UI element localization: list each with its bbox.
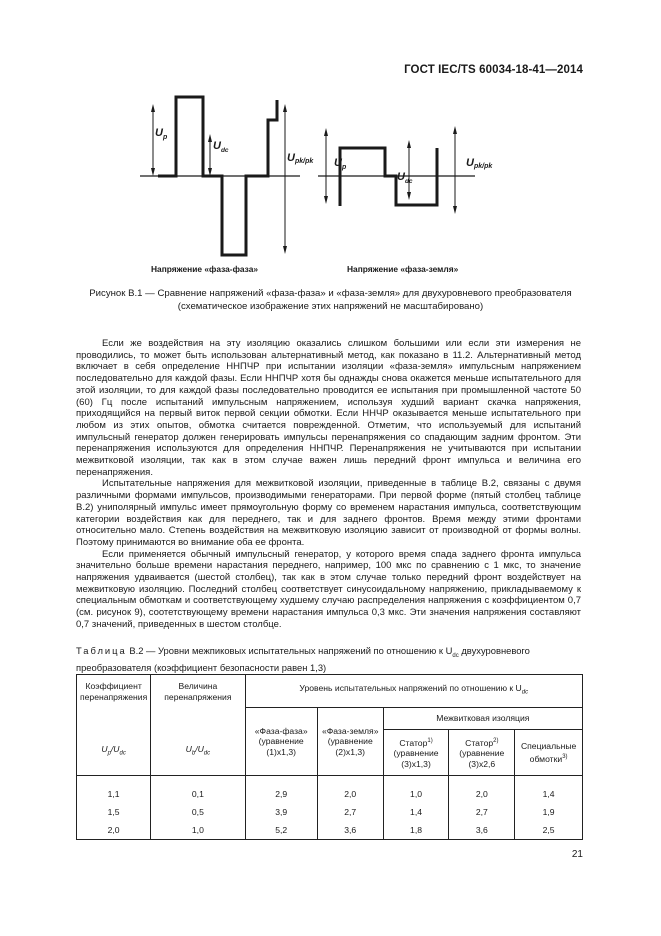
document-header: ГОСТ IEC/TS 60034-18-41—2014 bbox=[404, 64, 583, 76]
table-cell: 2,0 bbox=[449, 785, 515, 803]
figure-caption: Рисунок В.1 — Сравнение напряжений «фаза-фаза» и «фаза-земля» для двухуровневого преобразователя (схематическое изображение этих напряжений не масштабировано) bbox=[89, 288, 572, 312]
header-stator-1: Статор$^{1)}$ (уравнение (3)x1,3) bbox=[383, 730, 449, 776]
header-magnitude: Величина перенапряжения $U_b/U_{dc}$ bbox=[151, 675, 245, 776]
table-cell: 1,5 bbox=[77, 803, 151, 821]
formula-up-udc: $U_p/U_{dc}$ bbox=[101, 744, 126, 757]
table-cell: 1,4 bbox=[515, 785, 583, 803]
table-cell: 0,1 bbox=[151, 785, 245, 803]
left-diagram-title: Напряжение «фаза-фаза» bbox=[151, 264, 259, 274]
table-cell: 3,9 bbox=[245, 803, 317, 821]
table-cell: 1,0 bbox=[151, 821, 245, 839]
paragraph: Испытательные напряжения для межвитковой изоляции, приведенные в таблице В.2, связаны с двумя различными формами импульсов, производимыми генераторами. При первой форме (пятый столбец таблице В.2) униполярный импульс имеет прямоугольную форму со временем нарастания импульса, соответствующим категории воздействия как для переднего, так и для заднего фронтов. Время между этими фронтами относительно мало. Степень воздействия на межвитковую изоляцию зависит от производной от формы волны. Поэтому принимаются во внимание оба ее фронта. bbox=[76, 478, 581, 548]
table-cell: 2,0 bbox=[77, 821, 151, 839]
header-phase-phase: «Фаза-фаза» (уравнение (1)x1,3) bbox=[245, 708, 317, 776]
spacer-cell bbox=[449, 776, 515, 786]
table-cell: 1,0 bbox=[383, 785, 449, 803]
table-cell: 2,7 bbox=[317, 803, 383, 821]
spacer-cell bbox=[151, 776, 245, 786]
table-row bbox=[77, 803, 583, 821]
label-udc-right: $U_{dc}$ bbox=[397, 171, 413, 185]
table-cell: 3,6 bbox=[449, 821, 515, 839]
table-cell: 2,7 bbox=[449, 803, 515, 821]
table-caption: Таблица В.2 — Уровни межпиковых испытательных напряжений по отношению к $U_{dc}$ двухуровневого преобразователя (коэффициент безопасности равен 1,3) bbox=[76, 645, 530, 673]
header-level: Уровень испытательных напряжений по отношению к $U_{dc}$ bbox=[245, 675, 582, 708]
table-cell: 1,9 bbox=[515, 803, 583, 821]
table-cell: 1,1 bbox=[77, 785, 151, 803]
spacer-cell bbox=[245, 776, 317, 786]
formula-ub-udc: $U_b/U_{dc}$ bbox=[185, 744, 211, 757]
table-cell: 2,9 bbox=[245, 785, 317, 803]
table-cell: 1,4 bbox=[383, 803, 449, 821]
voltage-diagram bbox=[0, 80, 661, 280]
test-voltage-table bbox=[76, 674, 583, 840]
page-number: 21 bbox=[571, 849, 583, 860]
table-row bbox=[77, 785, 583, 803]
right-diagram-title: Напряжение «фаза-земля» bbox=[347, 264, 459, 274]
table-row bbox=[77, 821, 583, 839]
table-cell: 2,0 bbox=[317, 785, 383, 803]
phase-ground-waveform bbox=[340, 148, 437, 206]
header-phase-ground: «Фаза-земля» (уравнение (2)x1,3) bbox=[317, 708, 383, 776]
table-cell: 5,2 bbox=[245, 821, 317, 839]
table-cell: 1,8 bbox=[383, 821, 449, 839]
header-turn-insulation: Межвитковая изоляция bbox=[383, 708, 582, 730]
table-cell: 0,5 bbox=[151, 803, 245, 821]
label-up-right: $U_p$ bbox=[334, 157, 347, 171]
label-up-left: $U_p$ bbox=[155, 127, 168, 141]
header-coef: Коэффициент перенапряжения $U_p/U_{dc}$ bbox=[77, 675, 151, 776]
phase-phase-waveform bbox=[158, 97, 277, 255]
label-upk-right: Upk/pk bbox=[466, 157, 493, 170]
label-upk-left: Upk/pk bbox=[287, 152, 314, 165]
table-cell: 3,6 bbox=[317, 821, 383, 839]
table-cell: 2,5 bbox=[515, 821, 583, 839]
spacer-cell bbox=[383, 776, 449, 786]
body-text bbox=[76, 338, 581, 631]
paragraph: Если же воздействия на эту изоляцию оказались слишком большими или если эти измерения не проводились, то может быть использован альтернативный метод, как показано в 11.2. Альтернативный метод включает в себя определение ННПЧР при испытании изоляции «фаза-земля» импульсным напряжением последовательно для каждой фазы. Если ННПЧР хотя бы однажды снова окажется меньше испытательного для этой изоляции, то для каждой фазы последовательно проводится ее испытания при промышленной частоте 50 (60) Гц после испытаний импульсным напряжением, используя худший вариант скачка напряжения, приходящийся на первый виток первой секции обмотки. Если ННЧР оказывается меньше испытательного при любом из этих опытов, обмотка считается поврежденной. Отметим, что используемый для испытаний импульсный генератор должен генерировать импульсы перенапряжения со спадающим задним фронтом. Эти перенапряжения используются для определения ННПЧР. Перенапряжения не учитываются при испытании межвитковой изоляции, так как в этом случае важен лишь передний фронт импульса и величина его перенапряжения. bbox=[76, 338, 581, 478]
spacer-cell bbox=[77, 776, 151, 786]
paragraph: Если применяется обычный импульсный генератор, у которого время спада заднего фронта импульса значительно больше времени нарастания переднего, например, 100 мкс по сравнению с 1 мкс, то значение напряжения удваивается (шестой столбец), так как в этом случае только передний фронт воздействует на межвитковую изоляцию. Последний столбец соответствует синусоидальному напряжению, прикладываемому к специальным обмоткам и соответствующему худшему случаю распределения напряжения с коэффициентом 0,7 (см. рисунок 9), соотетствующему времени нарастания импульса 0,3 мкс. Эти значения напряжения составляют 0,7 значений, приведенных в шестом столбце. bbox=[76, 548, 581, 630]
spacer-cell bbox=[515, 776, 583, 786]
header-stator-2: Статор$^{2)}$ (уравнение (3)x2,6 bbox=[449, 730, 515, 776]
header-special: Специальные обмотки$^{3)}$ bbox=[515, 730, 583, 776]
spacer-cell bbox=[317, 776, 383, 786]
label-udc-left: $U_{dc}$ bbox=[213, 140, 229, 154]
